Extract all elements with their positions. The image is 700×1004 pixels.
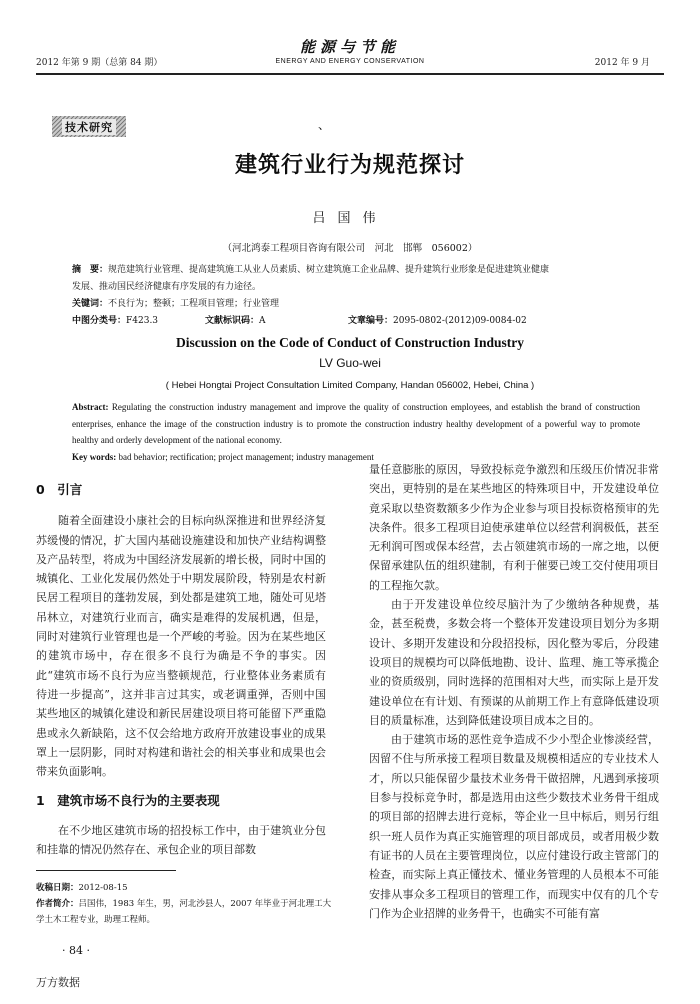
received-date [36, 880, 336, 896]
journal-title-en: ENERGY AND ENERGY CONSERVATION [275, 58, 425, 65]
section-badge-label: 技术研究 [62, 119, 116, 135]
abstract-cn-block [72, 262, 632, 330]
author-bio [36, 896, 336, 928]
keywords-cn-label: 关键词： [72, 299, 109, 309]
abstract-cn-line2: 发展、推动国民经济健康有序发展的有力途径。 [72, 282, 262, 292]
abstract-en-text: Regulating the construction industry management and improve the quality of construction employees, and establish the brand of construction enterprises, enhance the image of the construction industry is to promote the construction industry healthy development of a powerful way to promote healthy and orderly development of the national economy. [72, 402, 640, 445]
paragraph-sec1: 在不少地区建筑市场的招投标工作中，由于建筑业分包和挂靠的情况仍然存在、承包企业的项目部数 [36, 823, 326, 857]
doc-label: 文献标识码： [205, 316, 260, 326]
section-badge [52, 116, 126, 137]
received-value: 2012-08-15 [78, 883, 128, 893]
section-heading-1: 1 建筑市场不良行为的主要表现 [36, 793, 220, 809]
paragraph-right-2: 由于开发建设单位绞尽脑汁为了少缴纳各种规费，基金，甚至税费，多数会将一个整体开发建设项目划分为多期设计、多期开发建设和分段招投标，因化整为零后，分段建设项目的规模均可以降低地勘、设计、监理、施工等承揽企业的资质级别，同时选择的范围相对大些，而实际上是开发建设单位在有计划、有预谋的从前期工作上有意降低建设项目的质量标准，达到降低建设项目成本之目的。 [369, 598, 659, 727]
journal-title-cn: 能源与节能 [299, 38, 400, 56]
paragraph-right-3: 由于建筑市场的恶性竞争造成不少小型企业惨淡经营，因留不住与所承接工程项目数量及规模相适应的专业技术人才，所以只能保留少量技术业务骨干做招牌，凡遇到承接项目参与投标竞争时，都是选用由这些少数技术业务骨干组成的项目部的招牌去进行竞标，等企业一旦中标后，则另行组织一班人员作为真正实施管理的项目部成员，或者用极少数有证书的人员在主要管理岗位，以应付建设行政主管部门的检查，而实际上真正懂技术、懂业务管理的人员根本不可能安排从事众多工程项目的管理工作，而现实中仅有的几个专门作为企业招牌的业务骨干，也确实不可能有富 [369, 733, 659, 920]
abstract-cn [72, 262, 632, 279]
body-column-right [369, 460, 659, 923]
section-heading-intro: 0 引言 [36, 482, 83, 497]
clc-code [72, 313, 205, 330]
keywords-cn [72, 296, 632, 313]
author-bio-text: 吕国伟，1983 年生，男，河北沙县人，2007 年毕业于河北理工大学土木工程专业，助理工程师。 [36, 899, 332, 925]
classification-row [72, 313, 632, 330]
footnote-rule [36, 870, 176, 871]
affiliation-en: ( Hebei Hongtai Project Consultation Limited Company, Handan 056002, Hebei, China ) [165, 380, 535, 391]
article-value: 2095-0802-(2012)09-0084-02 [393, 316, 527, 326]
author-bio-label: 作者简介： [36, 899, 79, 909]
abstract-en-block [72, 399, 640, 465]
affiliation-cn: （河北鸿泰工程项目咨询有限公司 河北 邯郸 056002） [222, 243, 478, 254]
page-number: · 84 · [62, 944, 90, 957]
header-date: 2012 年 9 月 [594, 58, 650, 68]
article-title-cn: 建筑行业行为规范探讨 [234, 153, 465, 178]
abstract-en [72, 399, 640, 449]
body-column-left [36, 460, 326, 859]
article-label: 文章编号： [348, 316, 394, 326]
author-name-en: LV Guo-wei [319, 356, 381, 370]
received-label: 收稿日期： [36, 883, 79, 893]
article-number [348, 313, 527, 330]
keywords-cn-text: 不良行为；整顿；工程项目管理；行业管理 [108, 299, 280, 309]
clc-label: 中图分类号： [72, 316, 127, 326]
header-issue-info: 2012 年第 9 期（总第 84 期） [36, 58, 163, 68]
keywords-en-text: bad behavior; rectification; project management; industry management [118, 451, 374, 462]
watermark: 万方数据 [36, 976, 80, 989]
abstract-cn-label: 摘 要： [72, 265, 109, 275]
abstract-cn-line1: 规范建筑行业管理、提高建筑施工从业人员素质、树立建筑施工企业品牌、提升建筑行业形象是促进建筑业健康 [108, 265, 550, 275]
clc-value: F423.3 [126, 316, 159, 326]
doc-code [205, 313, 348, 330]
author-name-cn: 吕国伟 [312, 211, 388, 226]
footnote [36, 880, 336, 928]
keywords-en-label: Key words: [72, 451, 117, 462]
paragraph-intro: 随着全面建设小康社会的目标向纵深推进和世界经济复苏缓慢的情况，扩大国内基础设施建设和加快产业结构调整及产品转型，将成为中国经济发展新的增长极，同时中国的城镇化、工业化发展仍然处于中期发展阶段，特别是农村新民居工程项目的蓬勃发展，到处都是建筑工地，随处可见塔吊林立，对建筑行业而言，确实是难得的发展机遇，但是，同时对建筑行业管理也是一个严峻的考验。因为在某些地区的建筑市场中，存在很多不良行为确是不争的事实。因此“建筑市场不良行为应当整顿规范，行业整体业务素质有待进一步提高”，这并非言过其实，或老调重弹，否则中国某些地区的城镇化建设和新民居建设项目将可能留下严重隐患或永久新缺陷，这不仅会给地方政府开放建设事业的成果罩上一层阴影，同时对构建和谐社会的相关事业和成果也会带来负面影响。 [36, 514, 326, 779]
article-title-en: Discussion on the Code of Conduct of Construction Industry [175, 335, 525, 350]
stray-mark: 、 [318, 118, 331, 132]
abstract-en-label: Abstract: [72, 402, 109, 412]
header-rule [36, 73, 664, 75]
doc-value: A [259, 316, 266, 326]
paragraph-right-1: 量任意膨胀的原因，导致投标竞争激烈和压级压价情况非常突出，更特别的是在某些地区的特殊项目中，开发建设单位竟采取以垫资数额多少作为企业参与项目投标资格预审的先决条件。很多工程项目迫使承建单位以经营利润极低，甚至无利润可图或保本经营，去占领建筑市场的一席之地，以便保留承建队伍的组织建制，有利于催要已竣工交付使用项目的工程拖欠款。 [369, 463, 659, 592]
